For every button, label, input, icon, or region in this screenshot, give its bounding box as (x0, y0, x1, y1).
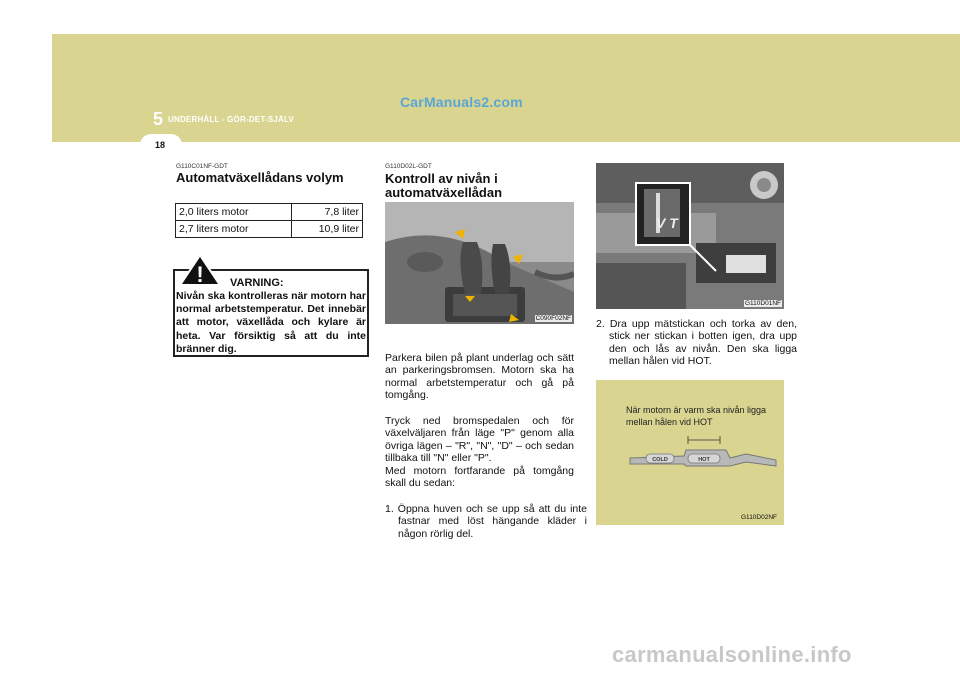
section-code: G110D02L-GDT (385, 163, 432, 170)
paragraph-brake: Tryck ned bromspedalen och för växelväljaren från läge "P" genom alla övriga lägen – "R", "N", "D" – och sedan tillbaka till "N" eller "P". (385, 415, 574, 465)
photo-label: G110D01NF (744, 300, 781, 307)
section-heading-line1: Kontroll av nivån i (385, 171, 498, 186)
paragraph-park: Parkera bilen på plant underlag och sätt an parkeringsbromsen. Motorn ska ha normal arbetstemperatur och gå på tomgång. (385, 352, 574, 402)
gear-selector-photo (385, 202, 574, 324)
page-number: 18 (155, 140, 166, 150)
hot-mark: HOT (698, 457, 710, 463)
warning-text: Nivån ska kontrolleras när motorn har normal arbetstemperatur. Det innebär att motor, växellåda och kylare är heta. Var försiktig så att du inte bränner dig. (176, 290, 366, 355)
paragraph-idle: Med motorn fortfarande på tomgång skall du sedan: (385, 465, 574, 490)
volume-cell: 7,8 liter (291, 204, 362, 221)
step-2: 2. Dra upp mätstickan och torka av den, stick ner stickan i botten igen, dra upp den och lås av nivån. Den ska ligga mellan hålen vid HOT. (596, 318, 797, 368)
table-row (176, 221, 363, 238)
warning-title: VARNING: (230, 277, 284, 289)
cold-mark: COLD (652, 457, 668, 463)
footer-watermark[interactable]: carmanualsonline.info (612, 642, 852, 667)
section-code: G110C01NF-GDT (176, 163, 228, 170)
section-heading-line2: automatväxellådan (385, 185, 503, 200)
header-band (52, 34, 960, 142)
chapter-title: UNDERHÅLL - GÖR-DET-SJÄLV (168, 115, 295, 124)
engine-bay-photo (596, 163, 784, 309)
photo-label: C090F02NF (535, 315, 571, 322)
header-watermark[interactable]: CarManuals2.com (400, 94, 523, 110)
volume-cell: 10,9 liter (291, 221, 362, 238)
engine-cover-lettering: V T (656, 215, 678, 231)
warning-exclamation: ! (196, 262, 204, 287)
section-heading: Automatväxellådans volym (176, 170, 344, 185)
volume-table (175, 203, 363, 238)
dipstick-icon (626, 432, 782, 472)
warning-triangle-icon (178, 253, 222, 287)
dipstick-caption: När motorn är varm ska nivån ligga mellan hålen vid HOT (626, 405, 767, 427)
table-row (176, 204, 363, 221)
engine-cell: 2,7 liters motor (176, 221, 292, 238)
dipstick-figure-label: G110D02NF (741, 514, 778, 521)
chapter-number: 5 (153, 109, 164, 129)
step-1: 1. Öppna huven och se upp så att du inte fastnar med löst hängande kläder i någon rörlig del. (385, 503, 587, 540)
engine-cell: 2,0 liters motor (176, 204, 292, 221)
